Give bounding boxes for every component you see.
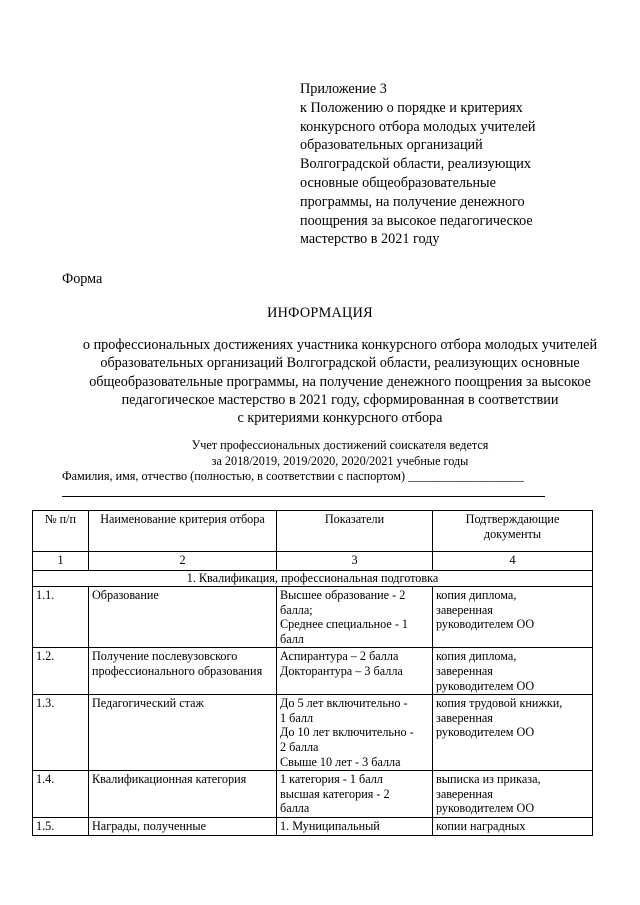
cell-line: руководителем ОО — [436, 678, 535, 693]
criterion-cell — [89, 817, 277, 835]
period-line-1: Учет профессиональных достижений соискателя ведется — [191, 438, 489, 452]
appendix-line: программы, на получение денежного — [300, 193, 525, 210]
criteria-table — [32, 510, 593, 836]
cell-line: заверенная — [436, 602, 493, 617]
cell-line: балла; — [280, 602, 313, 617]
column-number: 2 — [89, 552, 277, 571]
table-row — [33, 648, 593, 695]
cell-line: заверенная — [436, 786, 493, 801]
appendix-note — [300, 80, 600, 249]
criterion-cell — [89, 771, 277, 818]
appendix-line: образовательных организаций — [300, 137, 483, 154]
table-row — [33, 817, 593, 835]
indicators-cell — [277, 648, 433, 695]
indicators-cell — [277, 771, 433, 818]
cell-line: выписка из приказа, — [436, 772, 541, 787]
cell-line: заверенная — [436, 710, 493, 725]
table-row — [33, 587, 593, 648]
row-number: 1.4. — [33, 771, 89, 818]
cell-line: Образование — [92, 588, 159, 602]
cell-line: Свыше 10 лет - 3 балла — [280, 754, 401, 769]
section-row — [33, 571, 593, 587]
cell-line: профессионального образования — [92, 663, 263, 678]
cell-line: заверенная — [436, 663, 493, 678]
appendix-line: конкурсного отбора молодых учителей — [300, 118, 536, 135]
period-note — [60, 438, 620, 469]
cell-line: копия диплома, — [436, 649, 517, 664]
column-number: 4 — [433, 552, 593, 571]
documents-cell — [433, 648, 593, 695]
cell-line: До 10 лет включительно - — [280, 725, 414, 740]
cell-line: руководителем ОО — [436, 617, 535, 632]
section-title: 1. Квалификация, профессиональная подготовка — [33, 571, 593, 587]
table-row — [33, 695, 593, 771]
column-number: 3 — [277, 552, 433, 571]
fio-field-label: Фамилия, имя, отчество (полностью, в соответствии с паспортом) ___________________ — [62, 469, 524, 483]
header-num: № п/п — [33, 511, 89, 552]
appendix-line: Приложение 3 — [300, 81, 387, 97]
documents-cell — [433, 771, 593, 818]
column-number-row — [33, 552, 593, 571]
appendix-line: поощрения за высокое педагогическое — [300, 212, 533, 229]
table-header-row — [33, 511, 593, 552]
cell-line: 1 категория - 1 балл — [280, 772, 383, 787]
form-label: Форма — [62, 271, 103, 287]
documents-cell — [433, 817, 593, 835]
subtitle-line: о профессиональных достижениях участника конкурсного отбора молодых учителей — [82, 337, 598, 353]
cell-line: Получение послевузовского — [92, 649, 238, 664]
cell-line: Награды, полученные — [92, 818, 207, 833]
fio-underline — [62, 496, 545, 497]
cell-line: 1. Муниципальный — [280, 818, 380, 833]
indicators-cell — [277, 817, 433, 835]
indicators-cell — [277, 695, 433, 771]
cell-line: Педагогический стаж — [92, 696, 204, 711]
document-subtitle — [40, 336, 640, 427]
cell-line: Среднее специальное - 1 — [280, 617, 409, 632]
criterion-cell — [89, 695, 277, 771]
cell-line: 1 балл — [280, 710, 314, 725]
row-number: 1.2. — [33, 648, 89, 695]
appendix-line: основные общеобразовательные — [300, 174, 496, 191]
cell-line: балл — [280, 631, 304, 646]
cell-line: балла — [280, 801, 310, 816]
subtitle-line: педагогическое мастерство в 2021 году, сформированная в соответствии — [121, 391, 559, 408]
appendix-line: мастерство в 2021 году — [300, 231, 440, 248]
criterion-cell — [89, 648, 277, 695]
subtitle-line: общеобразовательные программы, на получение денежного поощрения за высокое — [89, 373, 591, 390]
indicators-cell — [277, 587, 433, 648]
cell-line: копия диплома, — [436, 588, 517, 602]
row-number: 1.5. — [33, 817, 89, 835]
cell-line: Докторантура – 3 балла — [280, 663, 403, 678]
appendix-line: к Положению о порядке и критериях — [300, 99, 523, 116]
table-row — [33, 771, 593, 818]
subtitle-line: с критериями конкурсного отбора — [237, 410, 443, 427]
period-line-2: за 2018/2019, 2019/2020, 2020/2021 учебные годы — [211, 453, 469, 468]
criterion-cell — [89, 587, 277, 648]
row-number: 1.3. — [33, 695, 89, 771]
cell-line: руководителем ОО — [436, 801, 535, 816]
header-criterion: Наименование критерия отбора — [89, 511, 277, 552]
document-heading: ИНФОРМАЦИЯ — [267, 305, 373, 321]
header-indicators: Показатели — [277, 511, 433, 552]
cell-line: высшая категория - 2 — [280, 786, 390, 801]
cell-line: копия трудовой книжки, — [436, 696, 563, 711]
appendix-line: Волгоградской области, реализующих — [300, 156, 531, 173]
column-number: 1 — [33, 552, 89, 571]
subtitle-line: образовательных организаций Волгоградской области, реализующих основные — [100, 355, 580, 372]
header-documents: Подтверждающие документы — [433, 511, 593, 552]
cell-line: До 5 лет включительно - — [280, 696, 408, 711]
cell-line: руководителем ОО — [436, 725, 535, 740]
cell-line: Аспирантура – 2 балла — [280, 649, 399, 664]
row-number: 1.1. — [33, 587, 89, 648]
documents-cell — [433, 587, 593, 648]
cell-line: Высшее образование - 2 — [280, 588, 406, 602]
cell-line: Квалификационная категория — [92, 772, 247, 787]
cell-line: 2 балла — [280, 739, 319, 754]
documents-cell — [433, 695, 593, 771]
cell-line: копии наградных — [436, 818, 526, 833]
